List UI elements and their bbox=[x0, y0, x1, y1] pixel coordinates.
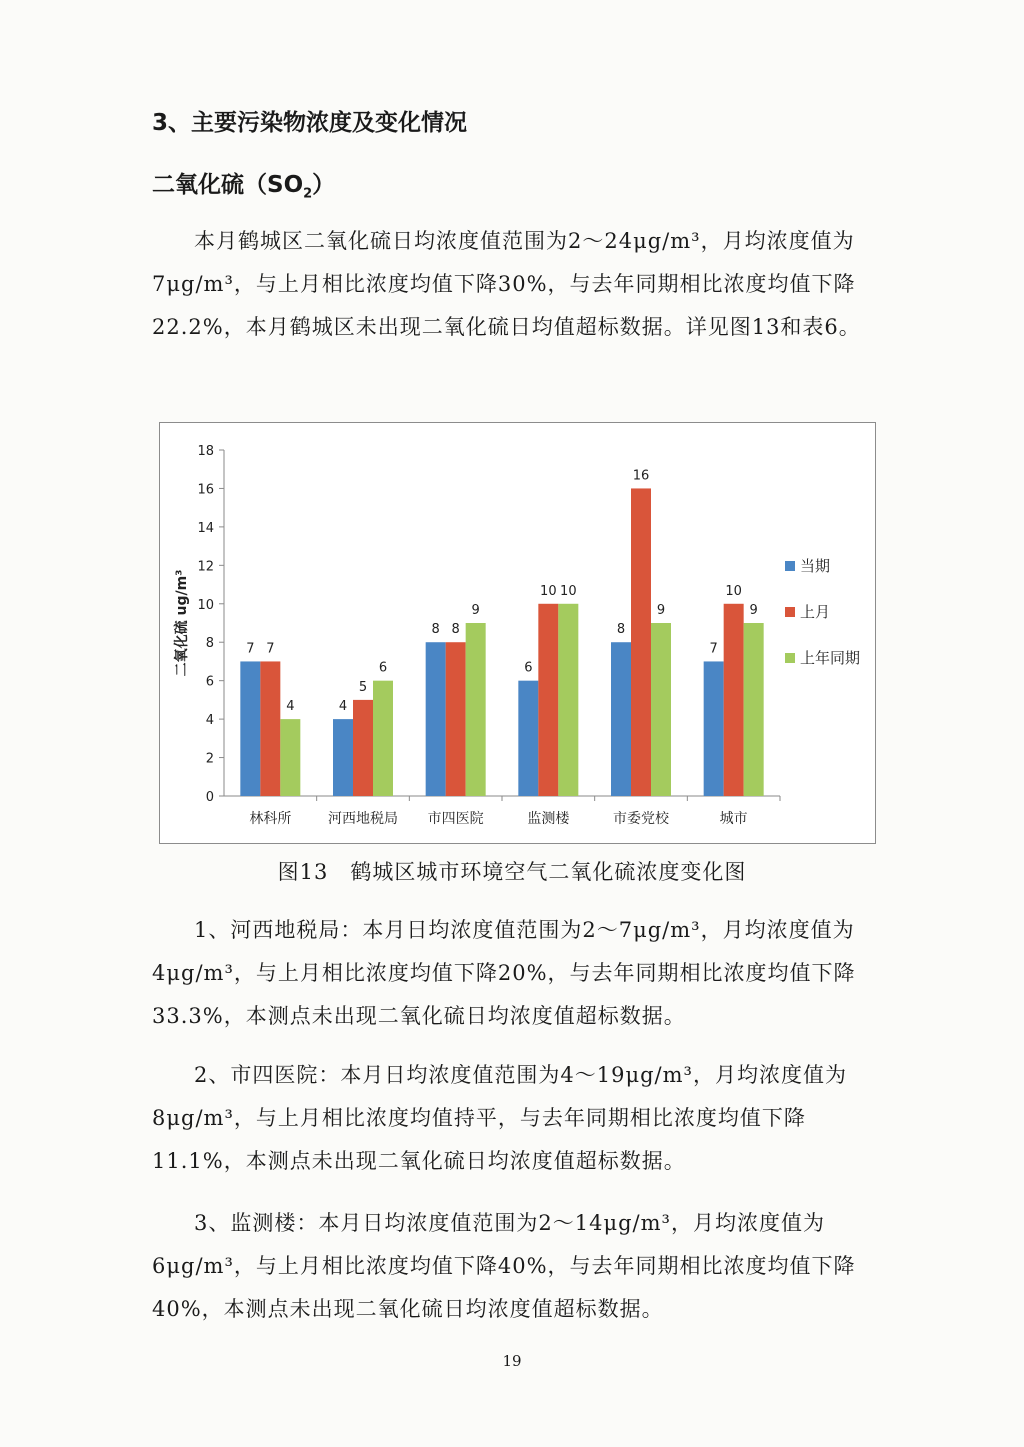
data-label: 5 bbox=[358, 679, 368, 695]
bar-2-1 bbox=[260, 661, 280, 796]
figure-caption: 图13 鹤城区城市环境空气二氧化硫浓度变化图 bbox=[277, 860, 747, 884]
y-tick-label: 4 bbox=[205, 713, 214, 729]
x-tick-label: 河西地税局 bbox=[328, 811, 398, 827]
legend-label: 当期 bbox=[800, 557, 831, 575]
so2-chart bbox=[159, 422, 876, 844]
paragraph-shisi-yiyuan: 2、市四医院：本月日均浓度值范围为4～19μg/m³，月均浓度值为8μg/m³，与上月相比浓度均值持平，与去年同期相比浓度均值下降11.1%，本测点未出现二氧化硫日均浓度值超标数据。 bbox=[152, 1063, 847, 1173]
bar-1-4 bbox=[518, 681, 538, 796]
data-label: 9 bbox=[749, 603, 758, 618]
y-tick-label: 18 bbox=[197, 444, 214, 459]
data-label: 4 bbox=[286, 699, 295, 715]
data-label: 8 bbox=[451, 622, 460, 638]
bar-3-3 bbox=[466, 623, 486, 796]
legend-swatch bbox=[785, 653, 795, 663]
bar-2-6 bbox=[724, 604, 744, 796]
data-label: 7 bbox=[266, 641, 275, 657]
y-tick-label: 16 bbox=[197, 482, 214, 498]
data-label: 9 bbox=[471, 603, 480, 618]
y-tick-label: 2 bbox=[205, 751, 214, 767]
data-label: 7 bbox=[246, 641, 255, 657]
intro-paragraph: 本月鹤城区二氧化硫日均浓度值范围为2～24μg/m³，月均浓度值为7μg/m³，与上月相比浓度均值下降30%，与去年同期相比浓度均值下降22.2%，本月鹤城区未出现二氧化硫日均值超标数据。详见图13和表6。 bbox=[152, 229, 861, 339]
y-axis-label: 二氧化硫 ug/m³ bbox=[174, 569, 190, 677]
bar-3-5 bbox=[651, 623, 671, 796]
data-label: 16 bbox=[632, 468, 650, 484]
data-label: 4 bbox=[338, 699, 348, 715]
x-tick-label: 林科所 bbox=[249, 811, 292, 827]
data-label: 8 bbox=[616, 622, 626, 638]
data-label: 10 bbox=[725, 583, 742, 599]
data-label: 7 bbox=[709, 641, 718, 657]
y-tick-label: 0 bbox=[205, 790, 214, 805]
paragraph-hexi-dishuiju: 1、河西地税局：本月日均浓度值范围为2～7μg/m³，月均浓度值为4μg/m³，与上月相比浓度均值下降20%，与去年同期相比浓度均值下降33.3%，本测点未出现二氧化硫日均浓度值超标数据。 bbox=[152, 918, 856, 1028]
legend-swatch bbox=[785, 607, 795, 617]
bar-3-4 bbox=[558, 604, 578, 796]
data-label: 6 bbox=[524, 660, 533, 676]
bar-2-4 bbox=[538, 604, 558, 796]
x-tick-label: 城市 bbox=[719, 811, 748, 827]
y-tick-label: 6 bbox=[205, 674, 214, 690]
bar-3-1 bbox=[280, 719, 300, 796]
data-label: 10 bbox=[560, 583, 577, 599]
subsection-title-text: 二氧化硫（SO bbox=[152, 172, 304, 198]
bar-3-6 bbox=[744, 623, 764, 796]
chart-svg bbox=[160, 423, 875, 843]
subsection-title bbox=[152, 166, 335, 202]
paragraph-jiance-lou: 3、监测楼：本月日均浓度值范围为2～14μg/m³，月均浓度值为6μg/m³，与上月相比浓度均值下降40%，与去年同期相比浓度均值下降40%，本测点未出现二氧化硫日均浓度值超标数据。 bbox=[152, 1211, 856, 1321]
bar-1-5 bbox=[611, 642, 631, 796]
data-label: 8 bbox=[431, 622, 440, 638]
legend-label: 上年同期 bbox=[800, 649, 861, 667]
subsection-title-subscript: 2 bbox=[303, 186, 313, 202]
data-label: 10 bbox=[540, 583, 557, 599]
legend-swatch bbox=[785, 561, 795, 571]
bar-1-3 bbox=[426, 642, 446, 796]
subsection-title-close: ） bbox=[312, 172, 336, 198]
bar-1-6 bbox=[704, 661, 724, 796]
y-tick-label: 8 bbox=[205, 636, 214, 652]
y-tick-label: 14 bbox=[197, 520, 214, 536]
x-tick-label: 市四医院 bbox=[427, 811, 484, 827]
x-tick-label: 监测楼 bbox=[527, 811, 570, 827]
legend-label: 上月 bbox=[800, 603, 831, 621]
x-tick-label: 市委党校 bbox=[613, 811, 669, 827]
y-tick-label: 10 bbox=[197, 597, 214, 613]
page-number: 19 bbox=[502, 1352, 522, 1370]
bar-2-3 bbox=[446, 642, 466, 796]
bar-3-2 bbox=[373, 681, 393, 796]
bar-1-2 bbox=[333, 719, 353, 796]
bar-2-5 bbox=[631, 488, 651, 796]
y-tick-label: 12 bbox=[197, 559, 214, 575]
data-label: 9 bbox=[656, 603, 666, 618]
bar-2-2 bbox=[353, 700, 373, 796]
data-label: 6 bbox=[378, 660, 388, 676]
section-title: 3、主要污染物浓度及变化情况 bbox=[152, 110, 468, 136]
bar-1-1 bbox=[240, 661, 260, 796]
